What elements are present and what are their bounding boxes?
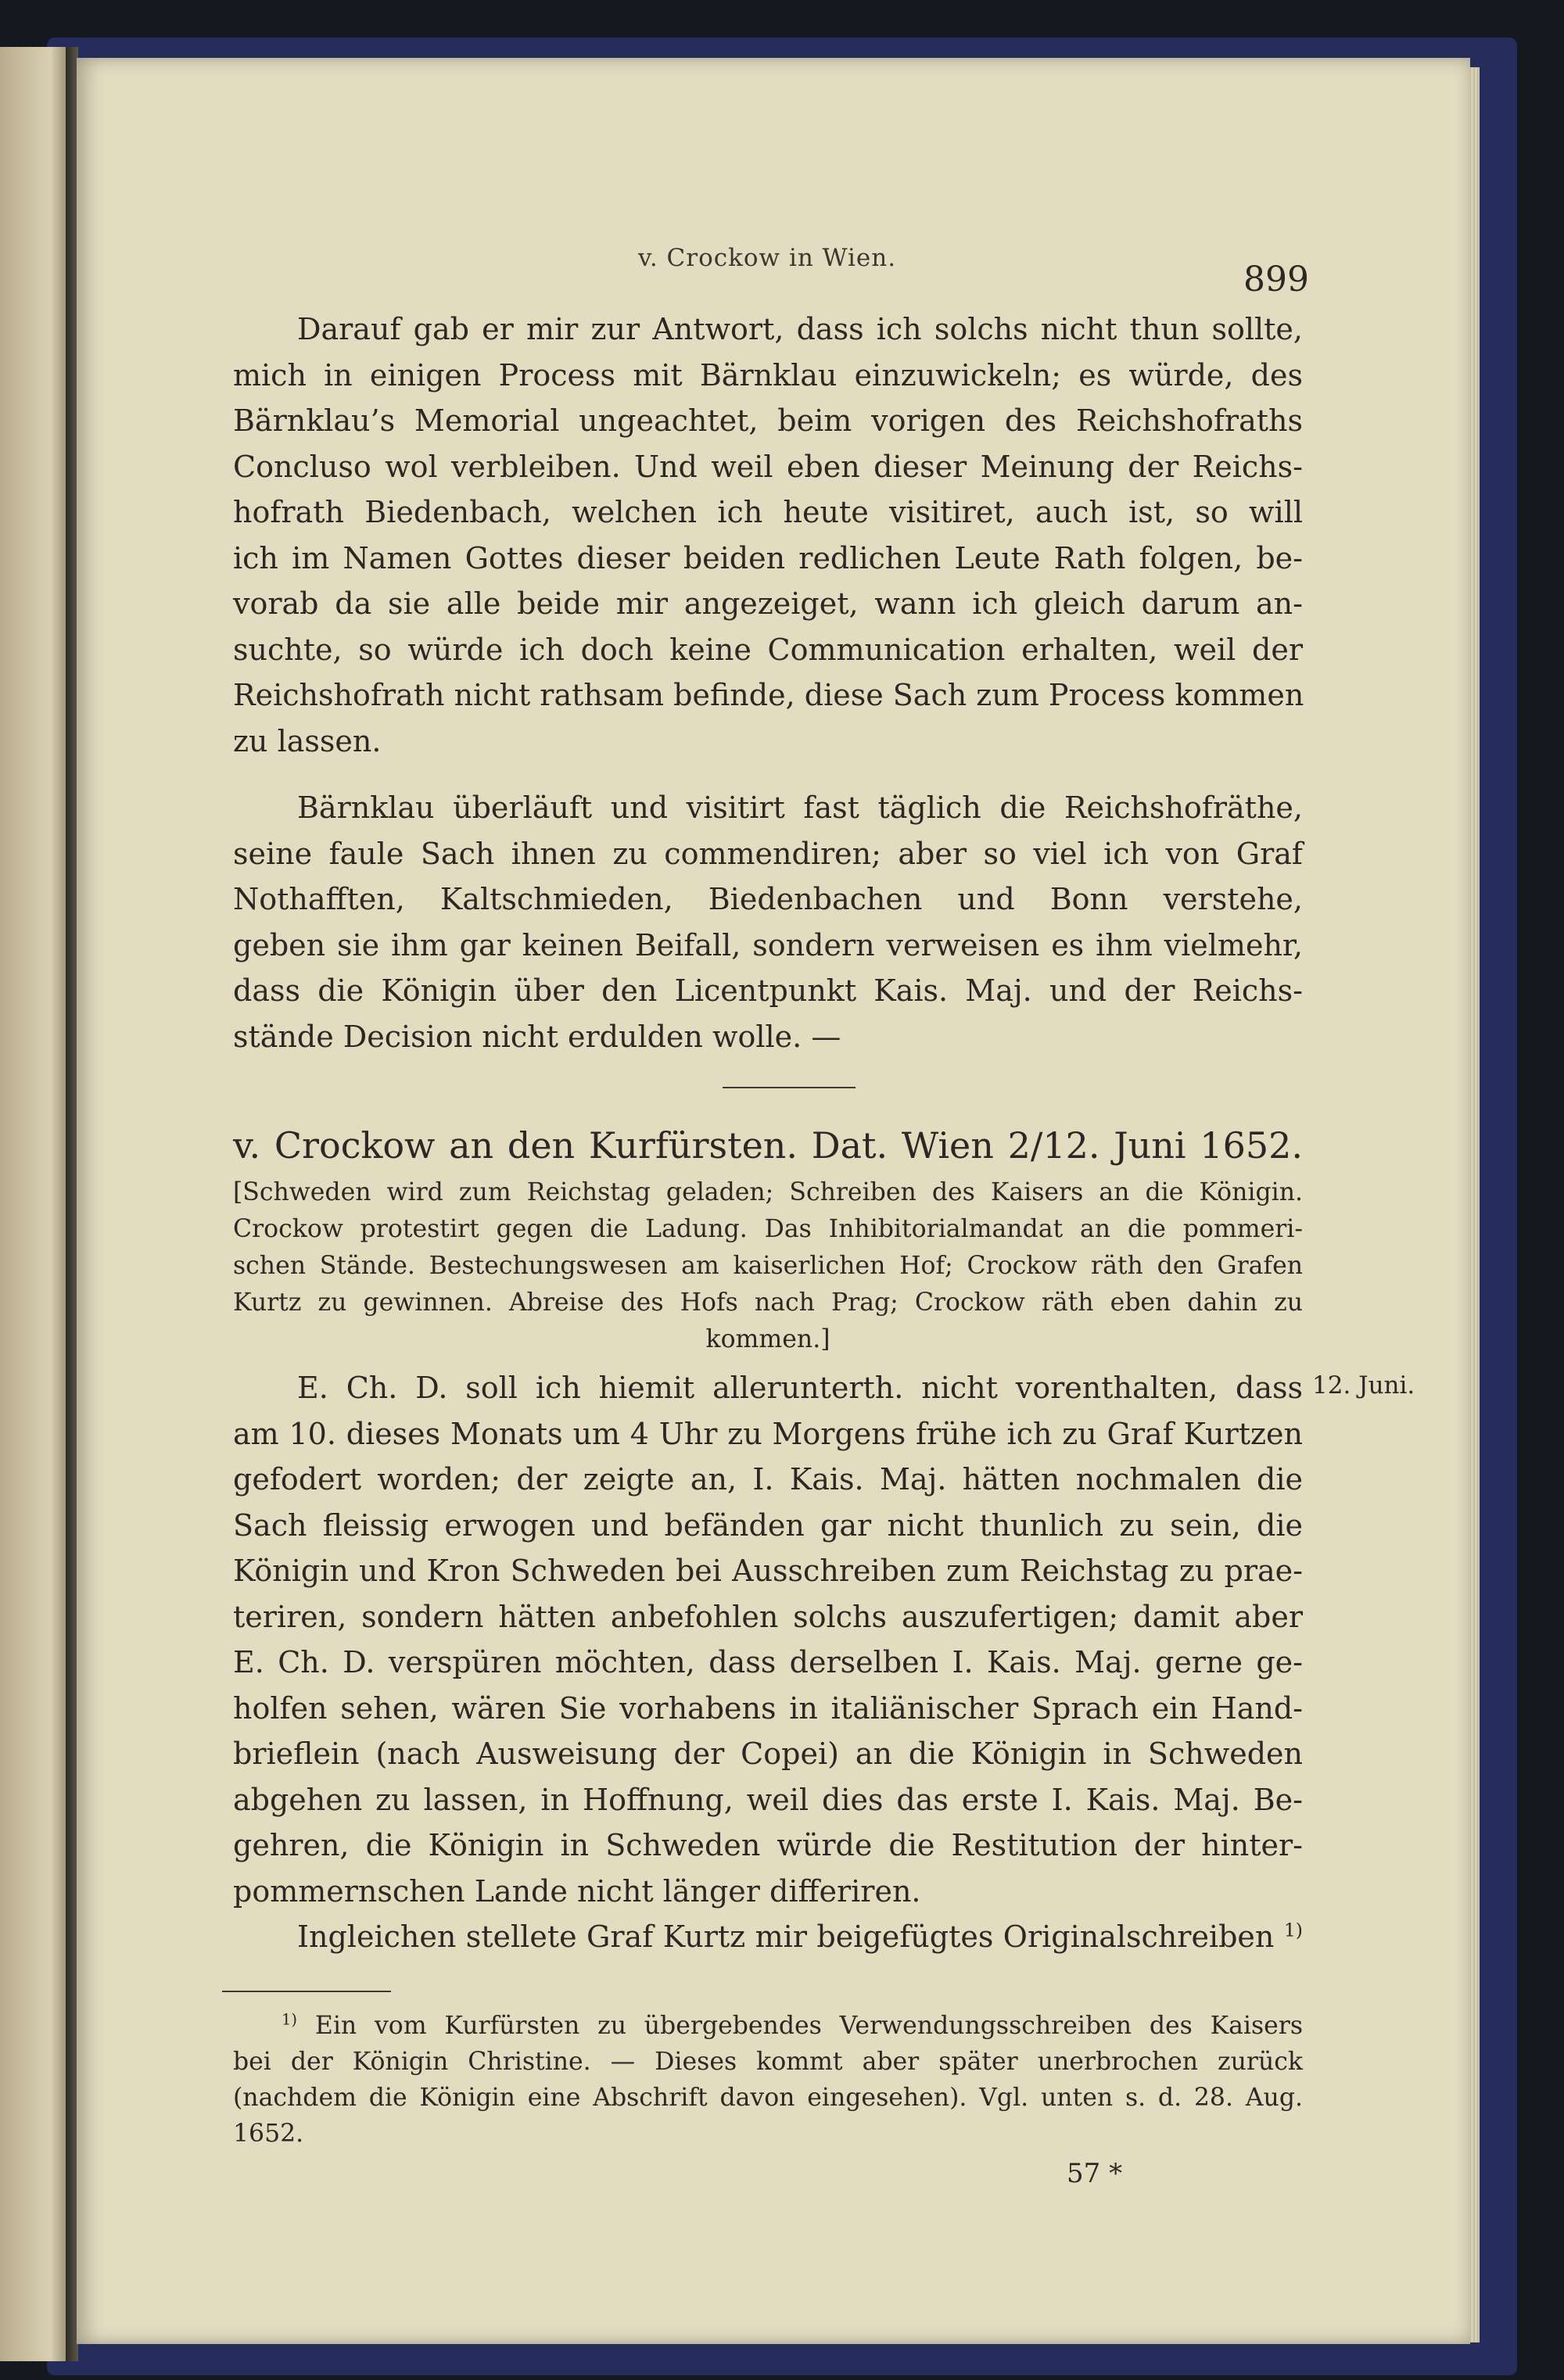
text-line: gehren, die Königin in Schweden würde die Restitution der hinter- (233, 1828, 1303, 1862)
book-page (77, 58, 1470, 2344)
text-line: suchte, so würde ich doch keine Communication erhalten, weil der (233, 632, 1303, 667)
text-line-last (233, 1914, 1303, 1960)
footnote-line-content: Ein vom Kurfürsten zu übergebendes Verwendungsschreiben des Kaisers (314, 2012, 1304, 2040)
summary-line: kommen.] (705, 1325, 830, 1353)
summary-line: Crockow protestirt gegen die Ladung. Das Inhibitorialmandat an die pommeri- (233, 1215, 1303, 1243)
summary-line: [Schweden wird zum Reichstag geladen; Schreiben des Kaisers an die Königin. (233, 1178, 1303, 1206)
text-line: seine faule Sach ihnen zu commendiren; aber so viel ich von Graf (233, 836, 1303, 871)
margin-date: 12. Juni. (1312, 1371, 1415, 1400)
text-line: hofrath Biedenbach, welchen ich heute visitiret, auch ist, so will (233, 495, 1303, 529)
text-line: pommernschen Lande nicht länger differiren. (233, 1873, 921, 1909)
text-line: dass die Königin über den Licentpunkt Kais. Maj. und der Reichs- (233, 973, 1303, 1008)
text-line: stände Decision nicht erdulden wolle. — (233, 1019, 841, 1054)
text-line: am 10. dieses Monats um 4 Uhr zu Morgens frühe ich zu Graf Kurtzen (233, 1416, 1303, 1451)
text-line: zu lassen. (233, 723, 382, 758)
footnote-line: (nachdem die Königin eine Abschrift davon eingesehen). Vgl. unten s. d. 28. Aug. (233, 2084, 1303, 2112)
text-line: E. Ch. D. verspüren möchten, dass derselben I. Kais. Maj. gerne ge- (233, 1645, 1303, 1679)
text-line: E. Ch. D. soll ich hiemit allerunterth. nicht vorenthalten, dass (297, 1371, 1303, 1405)
footnote-divider (222, 1991, 391, 1992)
paragraph-darauf (233, 306, 1303, 764)
text-line: gefodert worden; der zeigte an, I. Kais. Maj. hätten nochmalen die (233, 1462, 1303, 1496)
page-number: 899 (1243, 260, 1309, 299)
paragraph-baernklau (233, 785, 1303, 1059)
text-line: Bärnklau’s Memorial ungeachtet, beim vorigen des Reichshofraths (233, 403, 1303, 438)
running-head: v. Crockow in Wien. (638, 244, 897, 272)
section-divider (723, 1087, 856, 1088)
footnote (233, 2008, 1303, 2152)
text-line: Nothafften, Kaltschmieden, Biedenbachen und Bonn verstehe, (233, 882, 1303, 916)
text-line: Sach fleissig erwogen und befänden gar nicht thunlich zu sein, die (233, 1507, 1303, 1543)
text-line: vorab da sie alle beide mir angezeiget, wann ich gleich darum an- (233, 586, 1303, 621)
signature-mark: 57 * (1067, 2158, 1123, 2189)
text-line: geben sie ihm gar keinen Beifall, sondern verweisen es ihm vielmehr, (233, 927, 1303, 962)
summary-line: schen Stände. Bestechungswesen am kaiserlichen Hof; Crockow räth den Grafen (233, 1252, 1303, 1280)
text-line: mich in einigen Process mit Bärnklau einzuwickeln; es würde, des (233, 357, 1303, 392)
text-line: teriren, sondern hätten anbefohlen solchs auszufertigen; damit aber (233, 1599, 1303, 1634)
text-line: abgehen zu lassen, in Hoffnung, weil dies das erste I. Kais. Maj. Be- (233, 1782, 1303, 1817)
text-line: holfen sehen, wären Sie vorhabens in italiänischer Sprach ein Hand- (233, 1690, 1303, 1726)
footnote-line: 1652. (233, 2120, 304, 2148)
footnote-marker: 1) (282, 2010, 298, 2029)
footnote-line-first (233, 2008, 1303, 2044)
text-line: Concluso wol verbleiben. Und weil eben dieser Meinung der Reichs- (233, 449, 1303, 484)
letter-body (233, 1365, 1303, 1960)
footnote-line: bei der Königin Christine. — Dieses kommt aber später unerbrochen zurück (233, 2048, 1303, 2076)
text-line: ich im Namen Gottes dieser beiden redlichen Leute Rath folgen, be- (233, 540, 1303, 575)
summary-line: Kurtz zu gewinnen. Abreise des Hofs nach Prag; Crockow räth eben dahin zu (233, 1289, 1303, 1317)
text-line: Königin und Kron Schweden bei Ausschreiben zum Reichstag zu prae- (233, 1554, 1303, 1588)
text-line: Bärnklau überläuft und visitirt fast täglich die Reichshofräthe, (297, 790, 1303, 825)
text-line-content: Ingleichen stellete Graf Kurtz mir beigefügtes Originalschreiben (297, 1919, 1275, 1954)
letter-summary (233, 1174, 1303, 1358)
footnote-reference: 1) (1283, 1919, 1303, 1941)
text-line: Darauf gab er mir zur Antwort, dass ich solchs nicht thun sollte, (297, 312, 1303, 346)
facing-page-edge (0, 47, 72, 2361)
text-line: Reichshofrath nicht rathsam befinde, diese Sach zum Process kommen (233, 678, 1304, 712)
letter-heading: v. Crockow an den Kurfürsten. Dat. Wien 2/12. Juni 1652. (233, 1124, 1303, 1167)
text-line: brieflein (nach Ausweisung der Copei) an die Königin in Schweden (233, 1737, 1303, 1771)
